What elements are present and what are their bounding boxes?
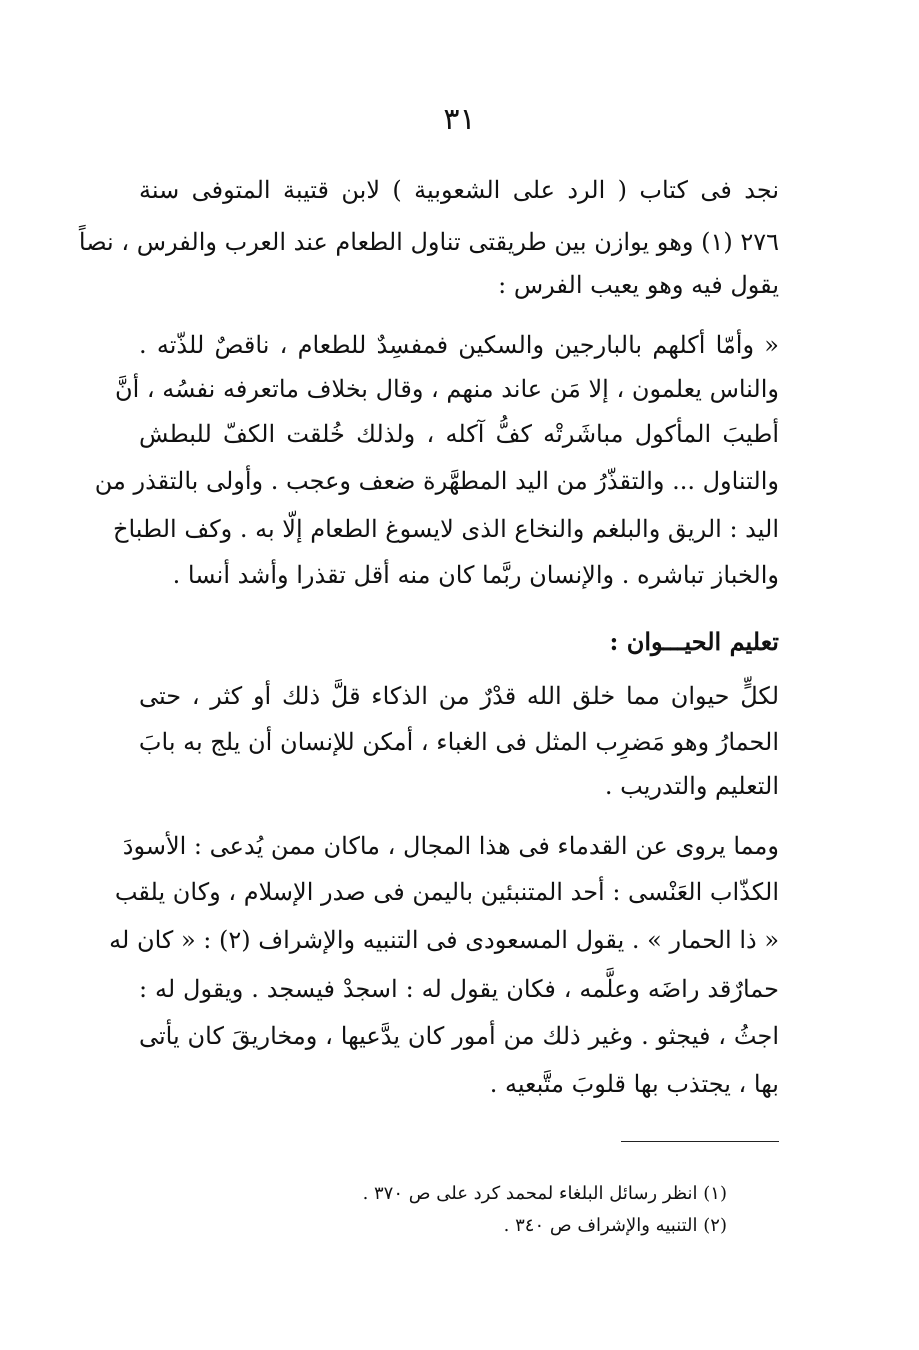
section-paragraph-2-line: بها ، يجتذب بها قلوبَ متَّبعيه . [489,1070,779,1098]
quote-line: « وأمّا أكلهم بالبارجين والسكين فمفسِدٌ للطعام ، ناقصٌ للذّته . [139,331,779,359]
paragraph-1-line: يقول فيه وهو يعيب الفرس : [498,271,779,299]
paragraph-1-line: ٢٧٦ (١) وهو يوازن بين طريقتى تناول الطعام عند العرب والفرس ، نصاً [78,228,779,256]
section-paragraph-2-line: اجثُ ، فيجثو . وغير ذلك من أمور كان يدَّعيها ، ومخاريقَ كان يأتى [139,1022,779,1050]
quote-line: والناس يعلمون ، إلا مَن عاند منهم ، وقال بخلاف ماتعرفه نفسُه ، أنَّ [114,375,779,403]
quote-line: أطيبَ المأكول مباشَرتْه كفُّ آكله ، ولذلك خُلقت الكفّ للبطش [139,420,779,448]
page-number: ٣١ [443,102,476,137]
quote-line: اليد : الريق والبلغم والنخاع الذى لايسوغ الطعام إلّا به . وكف الطباخ [113,515,779,543]
section-paragraph-1-line: لكلٍّ حيوان مما خلق الله قدْرٌ من الذكاء قلَّ ذلك أو كثر ، حتى [139,682,779,710]
footnote-divider [621,1141,779,1142]
footnote: (٢) التنبيه والإشراف ص ٣٤٠ . [503,1215,727,1236]
section-paragraph-1-line: الحمارُ وهو مَضرِب المثل فى الغباء ، أمكن للإنسان أن يلج به بابَ [138,728,779,756]
section-heading: تعليم الحيـــوان : [609,627,779,656]
section-paragraph-2-line: ومما يروى عن القدماء فى هذا المجال ، ماكان ممن يُدعى : الأسودَ [122,832,779,860]
section-paragraph-2-line: حمارٌقد راضَه وعلَّمه ، فكان يقول له : اسجدْ فيسجد . ويقول له : [139,975,779,1003]
quote-line: والخباز تباشره . والإنسان ربَّما كان منه أقل تقذرا وأشد أنسا . [172,561,779,589]
section-paragraph-2-line: « ذا الحمار » . يقول المسعودى فى التنبيه والإشراف (٢) : « كان له [109,926,779,954]
footnote: (١) انظر رسائل البلغاء لمحمد كرد على ص ٣٧٠ . [362,1183,727,1204]
quote-line: والتناول ... والتقذّرُ من اليد المطهَّرة ضعف وعجب . وأولى بالتقذر من [94,467,779,495]
paragraph-1-line: نجد فى كتاب ( الرد على الشعوبية ) لابن قتيبة المتوفى سنة [139,176,779,204]
section-paragraph-1-line: التعليم والتدريب . [604,772,779,800]
section-paragraph-2-line: الكذّاب العَنْسى : أحد المتنبئين باليمن فى صدر الإسلام ، وكان يلقب [114,878,779,906]
